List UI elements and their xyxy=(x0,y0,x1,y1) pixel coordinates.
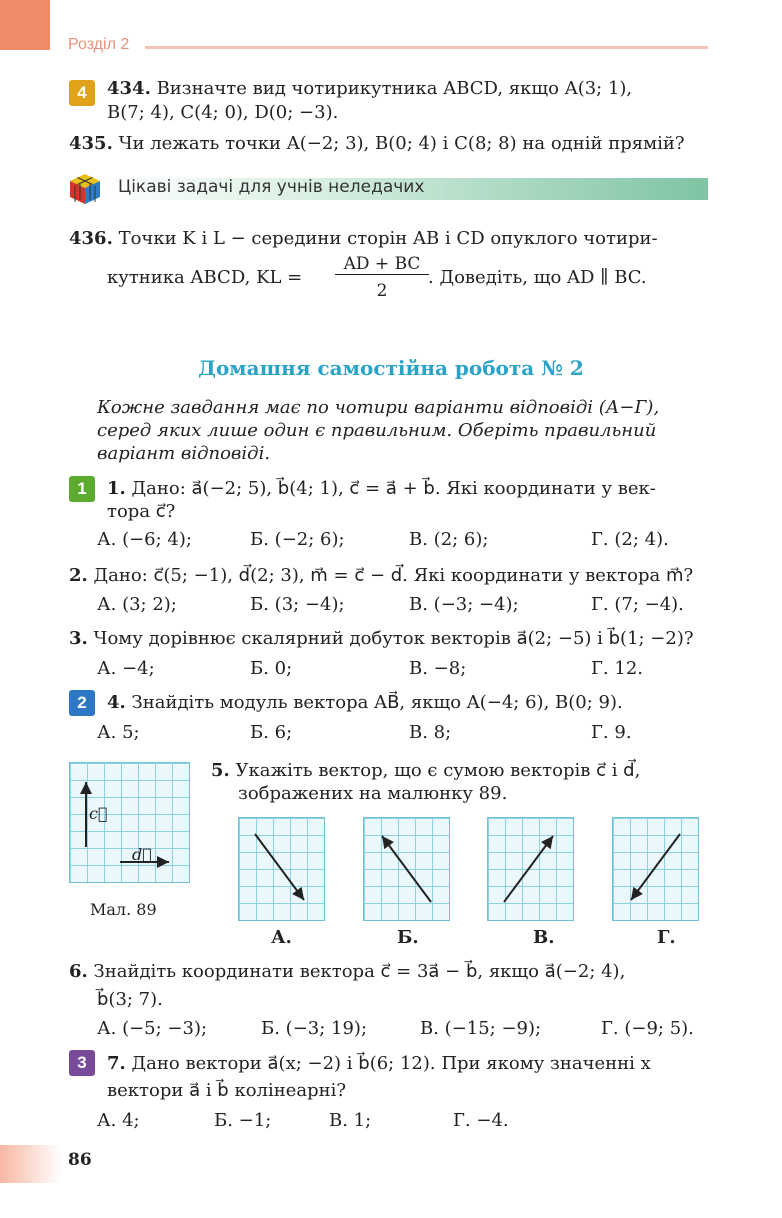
problem-435 xyxy=(69,132,685,156)
task-number: 3. xyxy=(69,628,88,649)
section-label: Розділ 2 xyxy=(68,36,130,53)
vector-d-label: d⃗ xyxy=(132,845,152,864)
fraction-denominator: 2 xyxy=(376,281,388,301)
footer-band xyxy=(0,1145,62,1183)
task-7 xyxy=(107,1052,651,1076)
task-5 xyxy=(211,759,640,783)
task-number: 2. xyxy=(69,565,88,586)
vector-c-label: c⃗ xyxy=(89,804,108,823)
answer-c[interactable]: В. (2; 6); xyxy=(409,529,489,550)
problem-434-line2: B(7; 4), C(4; 0), D(0; −3). xyxy=(107,102,339,123)
task-1 xyxy=(107,477,656,501)
task-number: 1. xyxy=(107,478,126,499)
problem-number: 436. xyxy=(69,228,113,249)
option-c-label[interactable]: В. xyxy=(533,927,555,948)
task-4 xyxy=(107,691,623,715)
option-b-label[interactable]: Б. xyxy=(397,927,419,948)
answer-c[interactable]: В. (−15; −9); xyxy=(420,1018,542,1039)
task-text: Укажіть вектор, що є сумою векторів c⃗ і d⃗, xyxy=(235,760,641,781)
answer-d[interactable]: Г. 12. xyxy=(591,658,643,679)
answer-b[interactable]: Б. −1; xyxy=(214,1110,272,1131)
level-badge-2: 2 xyxy=(69,690,95,716)
task-2 xyxy=(69,564,693,588)
answer-c[interactable]: В. 1; xyxy=(329,1110,372,1131)
answer-d[interactable]: Г. (7; −4). xyxy=(591,594,684,615)
intro-line-3: варіант відповіді. xyxy=(97,443,271,464)
answer-a[interactable]: А. 4; xyxy=(97,1110,140,1131)
task-3 xyxy=(69,627,694,651)
task-5-line2: зображених на малюнку 89. xyxy=(238,783,508,804)
task-7-line2: вектори a⃗ і b⃗ колінеарні? xyxy=(107,1080,347,1101)
answer-b[interactable]: Б. (−3; 19); xyxy=(261,1018,368,1039)
task-number: 6. xyxy=(69,961,88,982)
answer-a[interactable]: А. (−6; 4); xyxy=(97,529,192,550)
answer-b[interactable]: Б. 0; xyxy=(250,658,293,679)
answer-c[interactable]: В. 8; xyxy=(409,722,452,743)
answer-d[interactable]: Г. (−9; 5). xyxy=(601,1018,694,1039)
level-badge-3: 3 xyxy=(69,1050,95,1076)
option-a-vector xyxy=(238,817,326,921)
fraction-numerator: AD + BC xyxy=(335,254,429,275)
task-number: 4. xyxy=(107,692,126,713)
answer-a[interactable]: А. (3; 2); xyxy=(97,594,177,615)
problem-text: Точки K і L − середини сторін AB і CD опуклого чотири- xyxy=(118,228,658,249)
task-6-line2: b⃗(3; 7). xyxy=(97,989,163,1010)
intro-line-1: Кожне завдання має по чотири варіанти відповіді (А−Г), xyxy=(97,397,660,418)
problem-text: Чи лежать точки A(−2; 3), B(0; 4) і C(8; 8) на одній прямій? xyxy=(118,133,685,154)
answer-b[interactable]: Б. (3; −4); xyxy=(250,594,345,615)
problem-text: Визначте вид чотирикутника ABCD, якщо A(3; 1), xyxy=(156,78,633,99)
problem-number: 434. xyxy=(107,78,151,99)
figure-89-vectors xyxy=(69,762,191,884)
option-b-vector xyxy=(363,817,451,921)
answer-d[interactable]: Г. 9. xyxy=(591,722,632,743)
answer-a[interactable]: А. 5; xyxy=(97,722,140,743)
option-c-vector xyxy=(487,817,575,921)
banner-text: Цікаві задачі для учнів неледачих xyxy=(118,177,425,197)
task-6 xyxy=(69,960,625,984)
problem-number: 435. xyxy=(69,133,113,154)
problem-436-line2b: . Доведіть, що AD ∥ BC. xyxy=(428,267,647,288)
answer-d[interactable]: Г. −4. xyxy=(453,1110,509,1131)
option-a-label[interactable]: А. xyxy=(271,927,292,948)
task-text: Чому дорівнює скалярний добуток векторів a⃗(2; −5) і b⃗(1; −2)? xyxy=(93,628,694,649)
option-d-label[interactable]: Г. xyxy=(657,927,676,948)
problem-436 xyxy=(69,227,658,251)
figure-caption: Мал. 89 xyxy=(90,900,157,919)
task-number: 5. xyxy=(211,760,230,781)
answer-b[interactable]: Б. (−2; 6); xyxy=(250,529,345,550)
level-badge-4: 4 xyxy=(69,80,95,106)
task-text: Дано: c⃗(5; −1), d⃗(2; 3), m⃗ = c⃗ − d⃗. Які координати у вектора m⃗? xyxy=(93,565,694,586)
task-number: 7. xyxy=(107,1053,126,1074)
problem-436-line2a: кутника ABCD, KL = xyxy=(107,267,303,288)
section-rule xyxy=(145,46,708,49)
option-d-vector xyxy=(612,817,700,921)
task-text: Знайдіть модуль вектора AB⃗, якщо A(−4; 6), B(0; 9). xyxy=(131,692,623,713)
answer-a[interactable]: А. −4; xyxy=(97,658,155,679)
homework-title: Домашня самостійна робота № 2 xyxy=(198,356,584,380)
corner-tab xyxy=(0,0,50,50)
rubik-cube-icon xyxy=(68,172,102,206)
answer-a[interactable]: А. (−5; −3); xyxy=(97,1018,208,1039)
task-text: Дано вектори a⃗(x; −2) і b⃗(6; 12). При якому значенні x xyxy=(131,1053,651,1074)
task-1-line2: тора c⃗? xyxy=(107,501,176,522)
task-text: Дано: a⃗(−2; 5), b⃗(4; 1), c⃗ = a⃗ + b⃗. Які координати у век- xyxy=(131,478,656,499)
answer-b[interactable]: Б. 6; xyxy=(250,722,293,743)
page-number: 86 xyxy=(68,1150,92,1170)
answer-c[interactable]: В. (−3; −4); xyxy=(409,594,519,615)
intro-line-2: серед яких лише один є правильним. Оберіть правильний xyxy=(97,420,657,441)
answer-d[interactable]: Г. (2; 4). xyxy=(591,529,669,550)
level-badge-1: 1 xyxy=(69,476,95,502)
task-text: Знайдіть координати вектора c⃗ = 3a⃗ − b⃗, якщо a⃗(−2; 4), xyxy=(93,961,626,982)
problem-434 xyxy=(107,77,632,101)
answer-c[interactable]: В. −8; xyxy=(409,658,467,679)
